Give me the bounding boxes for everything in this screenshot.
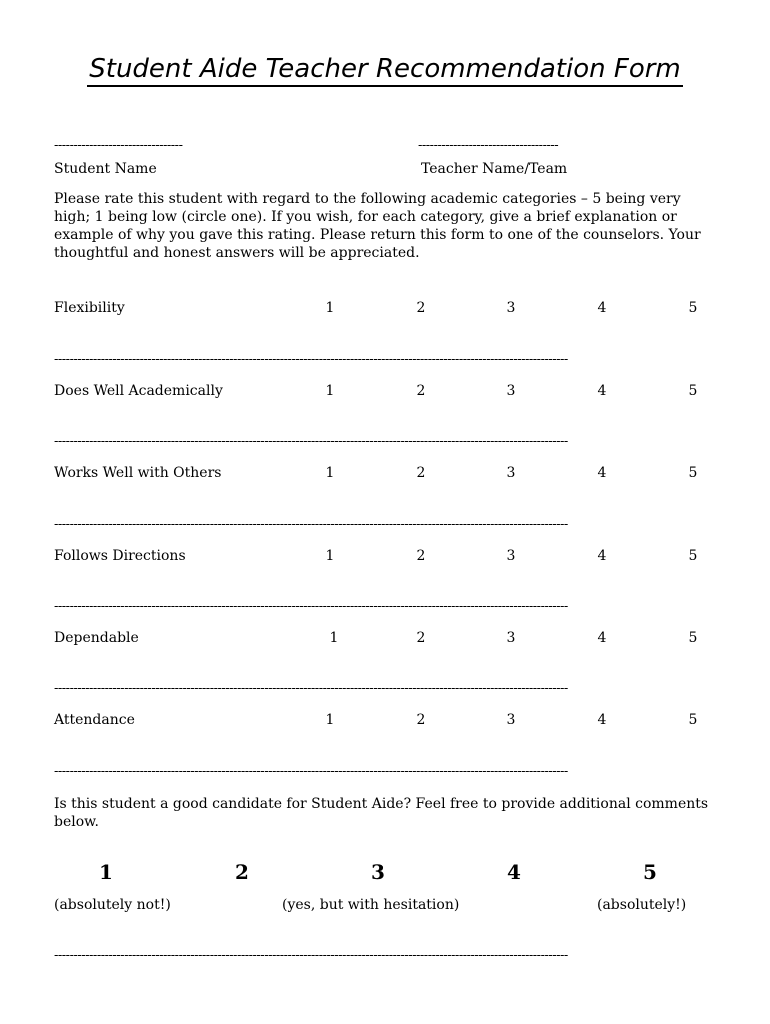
rating-2[interactable]: 2: [416, 712, 426, 728]
instructions-paragraph: Please rate this student with regard to the following academic categories – 5 being very high; 1 being low (circle one). If you wish, for each category, give a brief explanation or example of why you gave this rating. Please return this form to one of the counselors. Your thoughtful and honest answers will be appreciated.: [54, 191, 701, 261]
rating-2[interactable]: 2: [416, 383, 426, 399]
rating-4[interactable]: 4: [597, 712, 607, 728]
final-mid-label: (yes, but with hesitation): [282, 897, 460, 913]
rating-1[interactable]: 1: [325, 712, 335, 728]
form-title: [0, 54, 770, 84]
rating-1[interactable]: 1: [329, 630, 339, 646]
category-label: Follows Directions: [54, 548, 186, 564]
rating-3[interactable]: 3: [506, 630, 516, 646]
category-label: Attendance: [54, 712, 135, 728]
rating-1[interactable]: 1: [325, 465, 335, 481]
rating-5[interactable]: 5: [688, 300, 698, 316]
rating-1[interactable]: 1: [325, 300, 335, 316]
final-rating-5[interactable]: 5: [643, 860, 657, 884]
rating-5[interactable]: 5: [688, 712, 698, 728]
final-rating-3[interactable]: 3: [371, 860, 385, 884]
final-comment-line[interactable]: ------------------------------------------------------------------------------------------------------------------------------------: [54, 948, 568, 963]
form-title-text: Student Aide Teacher Recommendation Form: [87, 54, 683, 87]
rating-4[interactable]: 4: [597, 300, 607, 316]
rating-4[interactable]: 4: [597, 548, 607, 564]
final-rating-4[interactable]: 4: [507, 860, 521, 884]
rating-2[interactable]: 2: [416, 548, 426, 564]
comment-line[interactable]: ------------------------------------------------------------------------------------------------------------------------------------: [54, 517, 568, 532]
comment-line[interactable]: ------------------------------------------------------------------------------------------------------------------------------------: [54, 681, 568, 696]
rating-2[interactable]: 2: [416, 630, 426, 646]
rating-2[interactable]: 2: [416, 300, 426, 316]
rating-5[interactable]: 5: [688, 465, 698, 481]
category-label: Flexibility: [54, 300, 125, 316]
rating-3[interactable]: 3: [506, 465, 516, 481]
category-label: Works Well with Others: [54, 465, 222, 481]
rating-3[interactable]: 3: [506, 383, 516, 399]
teacher-name-line[interactable]: ------------------------------------: [418, 138, 559, 153]
student-name-label: Student Name: [54, 161, 157, 177]
rating-3[interactable]: 3: [506, 300, 516, 316]
rating-5[interactable]: 5: [688, 630, 698, 646]
rating-5[interactable]: 5: [688, 548, 698, 564]
rating-4[interactable]: 4: [597, 630, 607, 646]
comment-line[interactable]: ------------------------------------------------------------------------------------------------------------------------------------: [54, 764, 568, 779]
rating-2[interactable]: 2: [416, 465, 426, 481]
category-label: Does Well Academically: [54, 383, 223, 399]
rating-4[interactable]: 4: [597, 465, 607, 481]
teacher-name-label: Teacher Name/Team: [421, 161, 568, 177]
rating-3[interactable]: 3: [506, 712, 516, 728]
rating-1[interactable]: 1: [325, 548, 335, 564]
final-low-label: (absolutely not!): [54, 897, 171, 913]
final-question: Is this student a good candidate for Student Aide? Feel free to provide additional comments below.: [54, 796, 709, 830]
rating-3[interactable]: 3: [506, 548, 516, 564]
comment-line[interactable]: ------------------------------------------------------------------------------------------------------------------------------------: [54, 352, 568, 367]
student-name-line[interactable]: ---------------------------------: [54, 138, 183, 153]
category-label: Dependable: [54, 630, 139, 646]
rating-4[interactable]: 4: [597, 383, 607, 399]
rating-1[interactable]: 1: [325, 383, 335, 399]
comment-line[interactable]: ------------------------------------------------------------------------------------------------------------------------------------: [54, 434, 568, 449]
comment-line[interactable]: ------------------------------------------------------------------------------------------------------------------------------------: [54, 599, 568, 614]
final-high-label: (absolutely!): [597, 897, 687, 913]
final-rating-2[interactable]: 2: [235, 860, 249, 884]
final-rating-1[interactable]: 1: [99, 860, 113, 884]
rating-5[interactable]: 5: [688, 383, 698, 399]
